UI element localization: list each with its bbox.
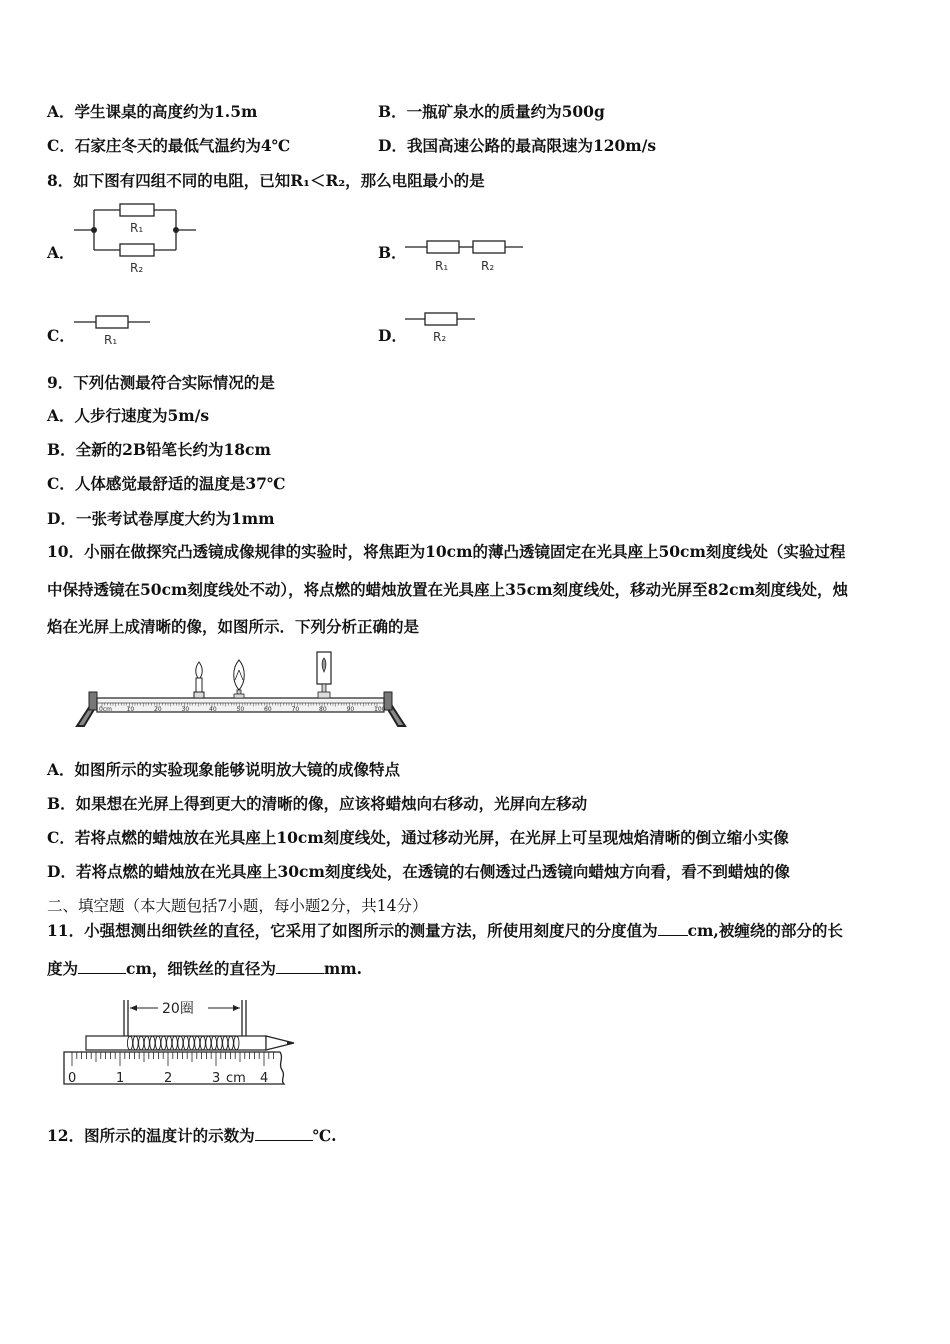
bench-label: 0cm <box>99 706 112 713</box>
label-r1: R₁ <box>104 333 118 347</box>
q11-text: mm. <box>323 959 363 978</box>
q11-text: cm，细铁丝的直径为 <box>126 959 276 978</box>
optical-bench-diagram <box>72 648 412 730</box>
convex-lens <box>234 660 245 698</box>
bench-label: 100 <box>374 706 386 713</box>
bench-label: 60 <box>264 706 272 713</box>
q9-option-c: C．人体感觉最舒适的温度是37℃ <box>47 474 286 493</box>
ruler-label: 0 <box>68 1071 77 1086</box>
q11-stem-line1 <box>47 921 843 941</box>
turns-label: 20圈 <box>162 1001 194 1017</box>
bench-label: 30 <box>181 706 190 713</box>
q7-option-b: B．一瓶矿泉水的质量约为500g <box>378 102 605 121</box>
label-r1: R₁ <box>435 259 449 273</box>
parallel-resistor-diagram <box>72 200 200 278</box>
q8-option-a-label: A． <box>47 243 75 262</box>
series-resistor-diagram <box>403 233 527 277</box>
answer-blank-length[interactable] <box>78 959 126 974</box>
ruler-label: 3 <box>212 1071 221 1086</box>
q9-option-b: B．全新的2B铅笔长约为18cm <box>47 440 271 459</box>
single-resistor-r2-diagram <box>403 307 477 347</box>
bench-label: 70 <box>291 706 300 713</box>
q12-text: ℃. <box>312 1126 337 1145</box>
q8-option-c-label: C． <box>47 326 75 345</box>
q8-option-d-label: D． <box>378 326 407 345</box>
bench-label: 20 <box>154 706 162 713</box>
bench-label: 80 <box>319 706 327 713</box>
section-heading: 二、填空题（本大题包括7小题，每小题2分，共14分） <box>47 897 428 915</box>
bench-label: 40 <box>209 706 217 713</box>
q10-stem-line2: 中保持透镜在50cm刻度线处不动），将点燃的蜡烛放置在光具座上35cm刻度线处，移动光屏至82cm刻度线处，烛 <box>47 580 848 599</box>
label-r1: R₁ <box>130 221 144 235</box>
ruler-label: 2 <box>164 1071 173 1086</box>
answer-blank-temperature[interactable] <box>255 1126 313 1141</box>
ruler-label: 1 <box>116 1071 125 1086</box>
ruler-label: 4 <box>260 1071 269 1086</box>
q10-stem-line1: 10．小丽在做探究凸透镜成像规律的实验时，将焦距为10cm的薄凸透镜固定在光具座上50cm刻度线处（实验过程 <box>47 542 846 561</box>
label-r2: R₂ <box>433 330 447 344</box>
bench-label: 10 <box>126 706 135 713</box>
candle <box>194 662 204 698</box>
q11-text: 度为 <box>47 959 79 978</box>
q9-option-a: A．人步行速度为5m/s <box>47 406 210 425</box>
bench-label: 50 <box>236 706 245 713</box>
bench-label: 90 <box>346 706 355 713</box>
q10-option-a: A．如图所示的实验现象能够说明放大镜的成像特点 <box>47 760 401 779</box>
ruler-label: cm <box>226 1071 246 1086</box>
label-r2: R₂ <box>130 261 144 275</box>
q11-text: cm,被缠绕的部分的长 <box>687 921 843 940</box>
label-r2: R₂ <box>481 259 495 273</box>
q11-stem-line2 <box>47 959 362 979</box>
q10-stem-line3: 焰在光屏上成清晰的像，如图所示．下列分析正确的是 <box>47 617 420 636</box>
q7-option-a: A．学生课桌的高度约为1.5m <box>47 102 258 121</box>
q9-stem: 9．下列估测最符合实际情况的是 <box>47 373 275 392</box>
q12-stem <box>47 1126 337 1146</box>
q7-option-d: D．我国高速公路的最高限速为120m/s <box>378 136 657 155</box>
light-screen <box>317 652 331 698</box>
q8-stem: 8．如下图有四组不同的电阻，已知R₁＜R₂，那么电阻最小的是 <box>47 171 485 190</box>
q8-option-b-label: B． <box>378 243 407 262</box>
q7-option-c: C．石家庄冬天的最低气温约为4℃ <box>47 136 291 155</box>
answer-blank-division[interactable] <box>658 921 688 936</box>
q10-option-d: D．若将点燃的蜡烛放在光具座上30cm刻度线处，在透镜的右侧透过凸透镜向蜡烛方向看，看不到蜡烛的像 <box>47 862 790 881</box>
q10-option-b: B．如果想在光屏上得到更大的清晰的像，应该将蜡烛向右移动，光屏向左移动 <box>47 794 588 813</box>
q10-option-c: C．若将点燃的蜡烛放在光具座上10cm刻度线处，通过移动光屏，在光屏上可呈现烛焰清晰的倒立缩小实像 <box>47 828 789 847</box>
q9-option-d: D．一张考试卷厚度大约为1mm <box>47 509 275 528</box>
q11-text: 11．小强想测出细铁丝的直径，它采用了如图所示的测量方法，所使用刻度尺的分度值为 <box>47 921 658 940</box>
wire-coil-ruler-diagram <box>58 994 306 1090</box>
single-resistor-r1-diagram <box>72 310 152 350</box>
q12-text: 12．图所示的温度计的示数为 <box>47 1126 255 1145</box>
answer-blank-diameter[interactable] <box>276 959 324 974</box>
